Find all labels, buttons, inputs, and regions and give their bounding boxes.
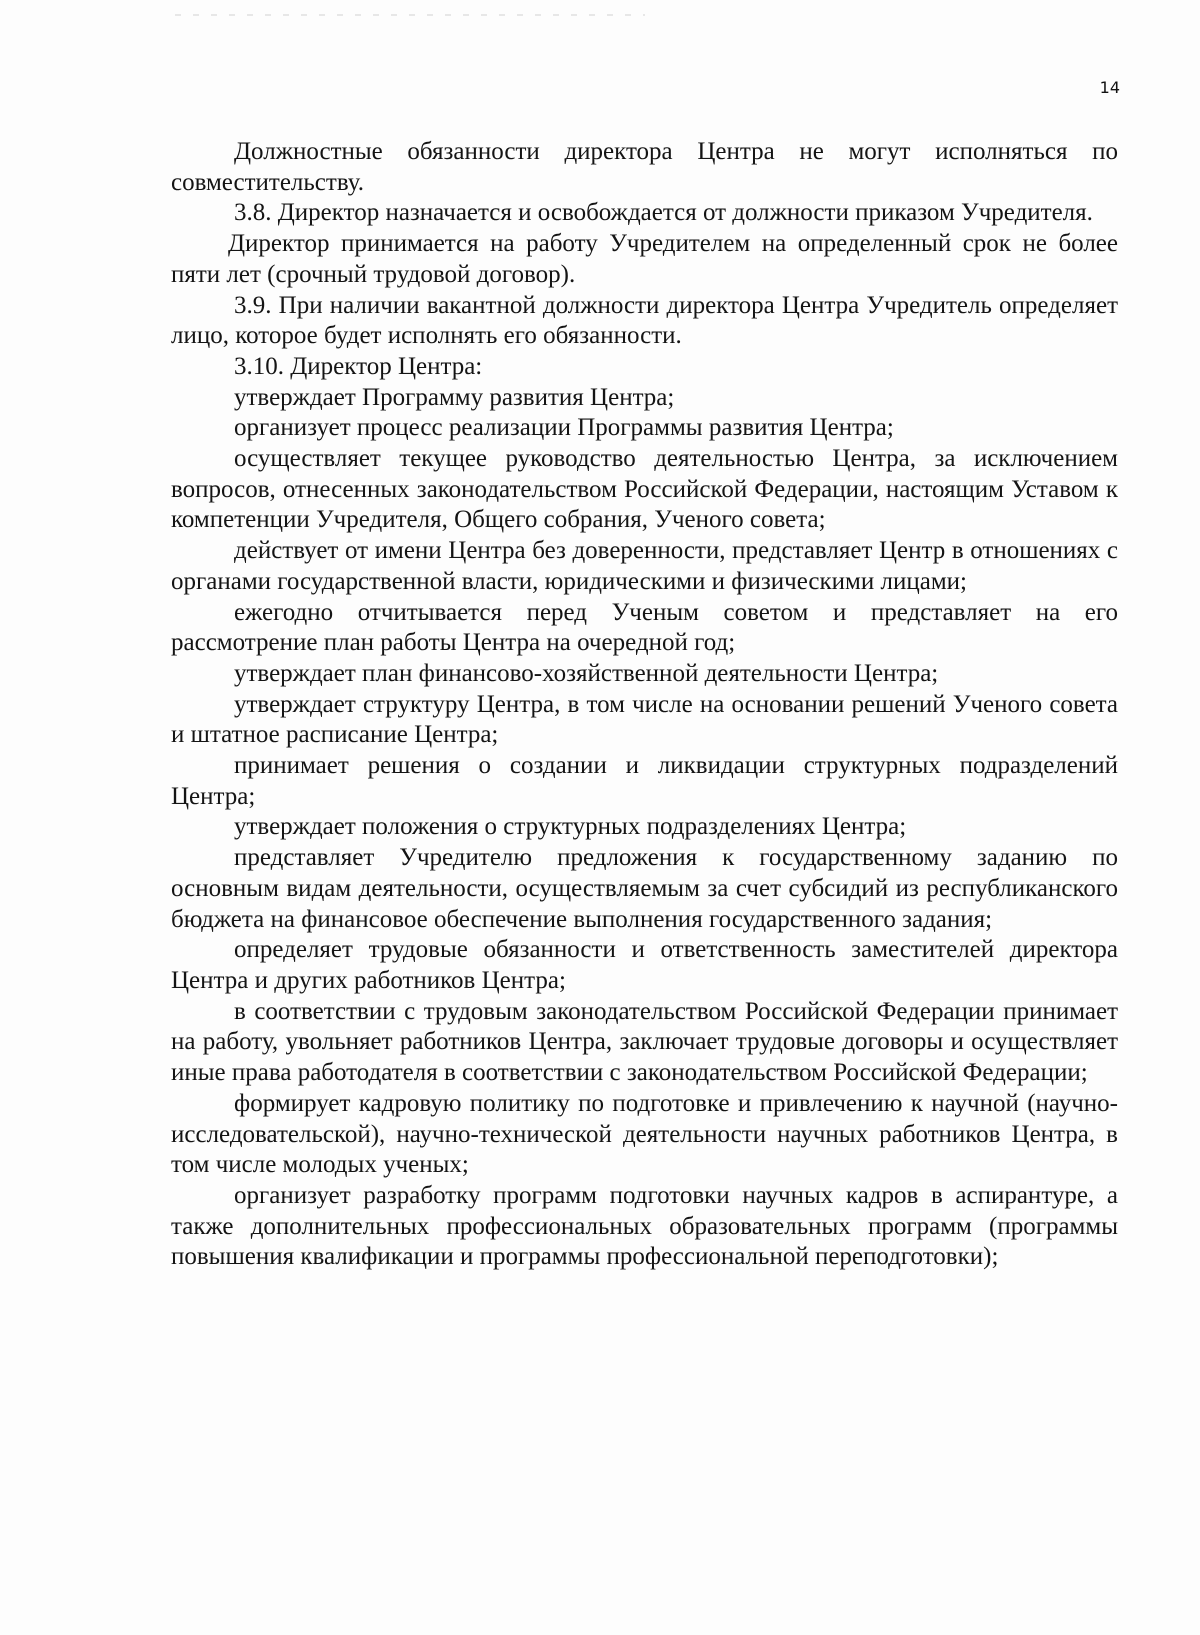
paragraph: организует разработку программ подготовки научных кадров в аспирантуре, а также дополнительных профессиональных образовательных программ (программы повышения квалификации и программы профессиональной переподготовки); (171, 1181, 1118, 1271)
paragraph: 3.10. Директор Центра: (234, 352, 483, 380)
paragraph: в соответствии с трудовым законодательством Российской Федерации принимает на работу, увольняет работников Центра, заключает трудовые договоры и осуществляет иные права работодателя в соответствии с законодательством Российской Федерации; (171, 997, 1118, 1087)
paragraph: осуществляет текущее руководство деятельностью Центра, за исключением вопросов, отнесенных законодательством Российской Федерации, настоящим Уставом к компетенции Учредителя, Общего собрания, Ученого совета; (171, 445, 1118, 534)
document-body (171, 137, 1118, 1273)
paragraph: определяет трудовые обязанности и ответственность заместителей директора Центра и других работников Центра; (171, 936, 1118, 994)
paragraph: действует от имени Центра без доверенности, представляет Центр в отношениях с органами государственной власти, юридическими и физическими лицами; (171, 537, 1118, 595)
paragraph: принимает решения о создании и ликвидации структурных подразделений Центра; (171, 752, 1118, 810)
paragraph: ежегодно отчитывается перед Ученым советом и представляет на его рассмотрение план работы Центра на очередной год; (171, 598, 1118, 657)
paragraph: утверждает Программу развития Центра; (234, 383, 675, 411)
paragraph: 3.9. При наличии вакантной должности директора Центра Учредитель определяет лицо, которое будет исполнять его обязанности. (171, 291, 1118, 350)
paragraph: утверждает план финансово-хозяйственной деятельности Центра; (234, 659, 939, 687)
paragraph: утверждает структуру Центра, в том числе на основании решений Ученого совета и штатное расписание Центра; (171, 690, 1118, 749)
paragraph: Должностные обязанности директора Центра не могут исполняться по совместительству. (171, 138, 1118, 196)
paragraph: организует процесс реализации Программы развития Центра; (234, 414, 894, 442)
paragraph: утверждает положения о структурных подразделениях Центра; (234, 813, 907, 841)
paragraph: 3.8. Директор назначается и освобождается от должности приказом Учредителя. (234, 199, 1093, 227)
paragraph: Директор принимается на работу Учредителем на определенный срок не более пяти лет (срочный трудовой договор). (171, 230, 1118, 288)
paragraph: представляет Учредителю предложения к государственному заданию по основным видам деятельности, осуществляемым за счет субсидий из республиканского бюджета на финансовое обеспечение выполнения государственного задания; (171, 844, 1118, 933)
scan-artifact (175, 14, 645, 16)
paragraph: формирует кадровую политику по подготовке и привлечению к научной (научно-исследовательской), научно-технической деятельности научных работников Центра, в том числе молодых ученых; (171, 1089, 1118, 1179)
page-number: 14 (1099, 78, 1120, 97)
